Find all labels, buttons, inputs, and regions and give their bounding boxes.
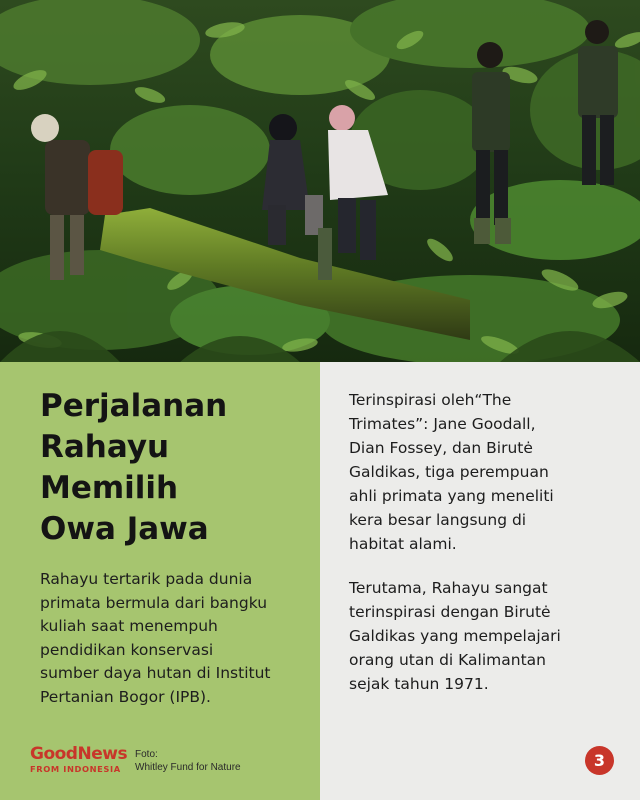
paragraph-line: Terinspirasi oleh“The bbox=[349, 391, 512, 409]
brand-tagline: FROM INDONESIA bbox=[30, 764, 121, 774]
page-number-badge: 3 bbox=[585, 746, 614, 775]
intro-line: sumber daya hutan di Institut bbox=[40, 664, 271, 682]
intro-line: Rahayu tertarik pada dunia bbox=[40, 570, 253, 588]
paragraph-line: ahli primata yang meneliti bbox=[349, 487, 554, 505]
credit-label: Foto: bbox=[135, 749, 158, 760]
headline-line: Owa Jawa bbox=[40, 511, 209, 547]
credit-source: Whitley Fund for Nature bbox=[135, 762, 241, 773]
paragraph-line: Terutama, Rahayu sangat bbox=[349, 579, 548, 597]
paragraph-line: kera besar langsung di bbox=[349, 511, 527, 529]
headline-line: Perjalanan bbox=[40, 388, 228, 424]
intro-line: kuliah saat menempuh bbox=[40, 617, 218, 635]
intro-line: Pertanian Bogor (IPB). bbox=[40, 687, 211, 706]
headline-line: Rahayu bbox=[40, 429, 170, 465]
galdikas-paragraph bbox=[349, 576, 634, 696]
photo-credit bbox=[135, 748, 241, 774]
intro-line: primata bermula dari bangku bbox=[40, 593, 268, 612]
headline bbox=[40, 386, 310, 550]
brand-wordmark: GoodNews bbox=[30, 744, 128, 764]
headline-line: Memilih bbox=[40, 470, 179, 506]
paragraph-line: terinspirasi dengan Birutė bbox=[349, 603, 551, 621]
paragraph-line: orang utan di Kalimantan bbox=[349, 651, 546, 669]
paragraph-line: sejak tahun 1971. bbox=[349, 675, 489, 693]
inspiration-paragraph bbox=[349, 388, 634, 556]
goodnews-logo bbox=[30, 745, 127, 775]
paragraph-line: habitat alami. bbox=[349, 535, 457, 553]
paragraph-line: Galdikas yang mempelajari bbox=[349, 627, 561, 645]
intro-line: pendidikan konservasi bbox=[40, 640, 214, 659]
paragraph-line: Trimates”: Jane Goodall, bbox=[349, 415, 536, 433]
paragraph-line: Dian Fossey, dan Birutė bbox=[349, 439, 533, 457]
intro-text bbox=[40, 568, 320, 709]
paragraph-line: Galdikas, tiga perempuan bbox=[349, 463, 549, 481]
forest-hikers-photo bbox=[0, 0, 640, 362]
